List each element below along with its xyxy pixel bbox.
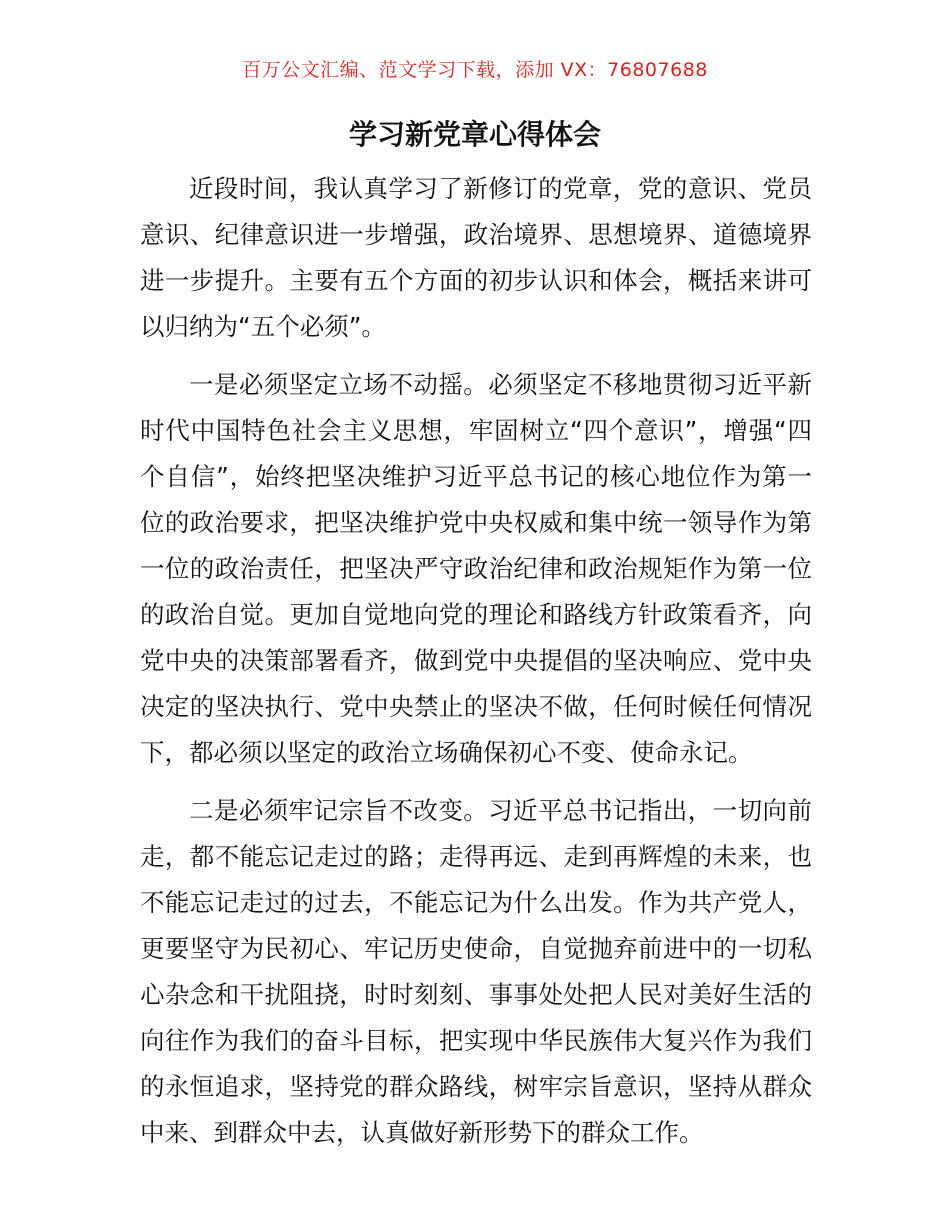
paragraph-point-one: 一是必须坚定立场不动摇。必须坚定不移地贯彻习近平新时代中国特色社会主义思想，牢固树立“四个意识”，增强“四个自信”，始终把坚决维护习近平总书记的核心地位作为第一位的政治要求，把坚决维护党中央权威和集中统一领导作为第一位的政治责任，把坚决严守政治纪律和政治规矩作为第一位的政治自觉。更加自觉地向党的理论和路线方针政策看齐，向党中央的决策部署看齐，做到党中央提倡的坚决响应、党中央决定的坚决执行、党中央禁止的坚决不做，任何时候任何情况下，都必须以坚定的政治立场确保初心不变、使命永记。	[140, 370, 812, 767]
paragraph-intro: 近段时间，我认真学习了新修订的党章，党的意识、党员意识、纪律意识进一步增强，政治境界、思想境界、道德境界进一步提升。主要有五个方面的初步认识和体会，概括来讲可以归纳为“五个必须”。	[140, 174, 812, 341]
document-title: 学习新党章心得体会	[348, 118, 601, 151]
header-banner: 百万公文汇编、范文学习下载，添加 VX：76807688	[242, 59, 708, 81]
document-body	[140, 166, 812, 1168]
paragraph-point-two: 二是必须牢记宗旨不改变。习近平总书记指出，一切向前走，都不能忘记走过的路；走得再远、走到再辉煌的未来，也不能忘记走过的过去，不能忘记为什么出发。作为共产党人，更要坚守为民初心、牢记历史使命，自觉抛弃前进中的一切私心杂念和干扰阻挠，时时刻刻、事事处处把人民对美好生活的向往作为我们的奋斗目标，把实现中华民族伟大复兴作为我们的永恒追求，坚持党的群众路线，树牢宗旨意识，坚持从群众中来、到群众中去，认真做好新形势下的群众工作。	[140, 796, 812, 1147]
